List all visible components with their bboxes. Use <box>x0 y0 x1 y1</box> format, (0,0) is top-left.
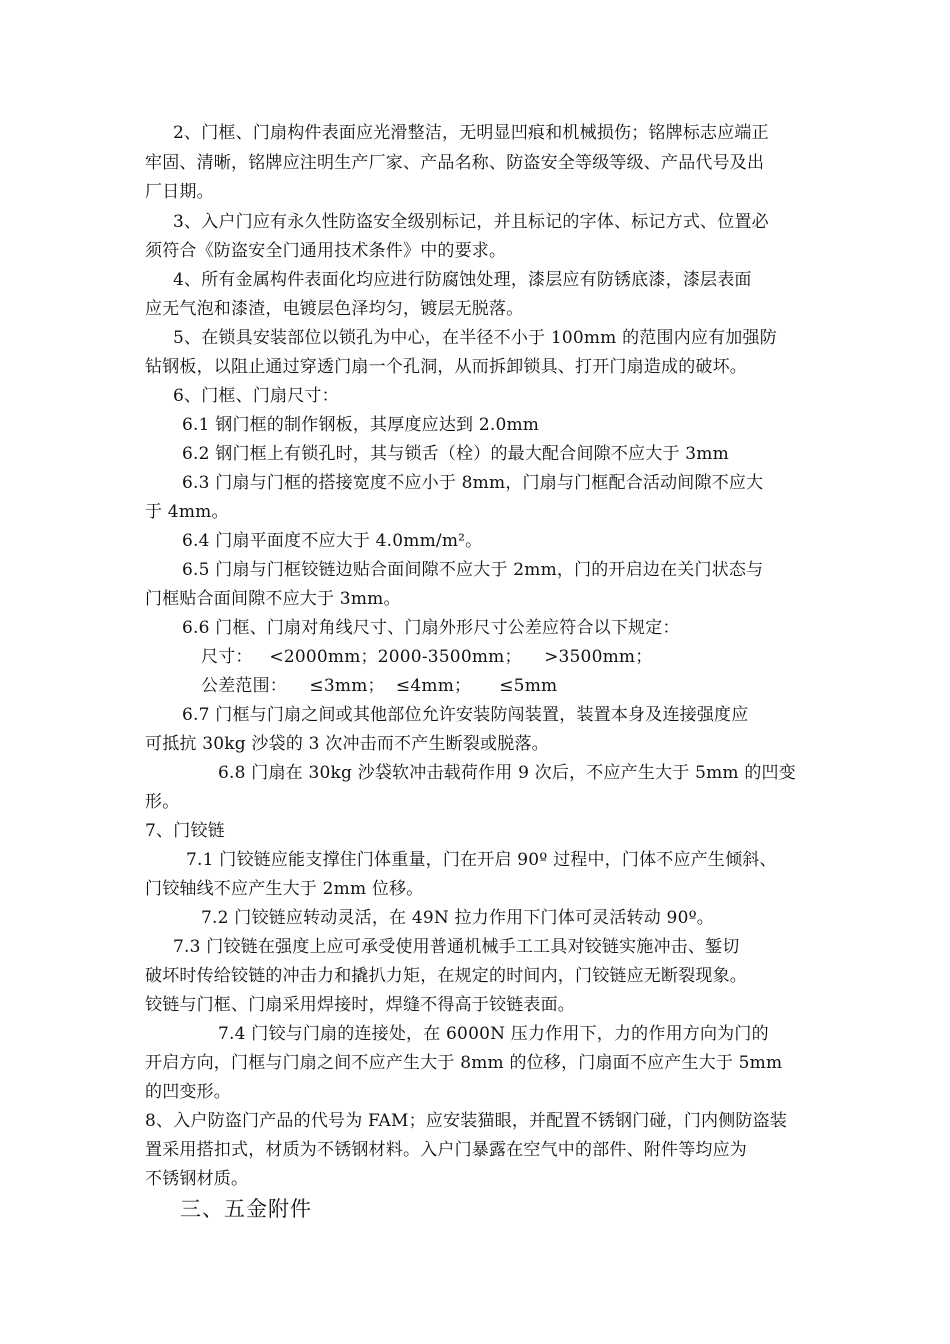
paragraph-line: 7.1 门铰链应能支撑住门体重量，门在开启 90º 过程中，门体不应产生倾斜、 <box>186 850 777 870</box>
paragraph-line: 钻钢板，以阻止通过穿透门扇一个孔洞，从而拆卸锁具、打开门扇造成的破坏。 <box>145 357 747 377</box>
paragraph-line: 6.1 钢门框的制作钢板，其厚度应达到 2.0mm <box>182 415 540 435</box>
paragraph-line: 5、在锁具安装部位以锁孔为中心，在半径不小于 100mm 的范围内应有加强防 <box>173 328 777 348</box>
tolerance-sizes: 尺寸： <2000mm；2000-3500mm； >3500mm； <box>201 647 653 667</box>
paragraph-line: 6.4 门扇平面度不应大于 4.0mm/m²。 <box>182 531 483 551</box>
paragraph-line: 应无气泡和漆渣，电镀层色泽均匀，镀层无脱落。 <box>145 299 524 319</box>
paragraph-line: 2、门框、门扇构件表面应光滑整洁，无明显凹痕和机械损伤；铭牌标志应端正 <box>173 123 769 143</box>
paragraph-line: 门铰轴线不应产生大于 2mm 位移。 <box>145 879 424 899</box>
paragraph-line: 牢固、清晰，铭牌应注明生产厂家、产品名称、防盗安全等级等级、产品代号及出 <box>145 153 765 173</box>
paragraph-line: 4、所有金属构件表面化均应进行防腐蚀处理，漆层应有防锈底漆，漆层表面 <box>173 270 752 290</box>
paragraph-line: 不锈钢材质。 <box>145 1169 249 1189</box>
paragraph-line: 开启方向，门框与门扇之间不应产生大于 8mm 的位移，门扇面不应产生大于 5mm <box>145 1053 783 1073</box>
paragraph-line: 6、门框、门扇尺寸： <box>173 386 339 406</box>
paragraph-line: 铰链与门框、门扇采用焊接时，焊缝不得高于铰链表面。 <box>145 995 575 1015</box>
paragraph-line: 6.2 钢门框上有锁孔时，其与锁舌（栓）的最大配合间隙不应大于 3mm <box>182 444 729 464</box>
paragraph-line: 可抵抗 30kg 沙袋的 3 次冲击而不产生断裂或脱落。 <box>145 734 549 754</box>
paragraph-line: 8、入户防盗门产品的代号为 FAM；应安装猫眼，并配置不锈钢门碰，门内侧防盗装 <box>145 1111 788 1131</box>
paragraph-line: 6.6 门框、门扇对角线尺寸、门扇外形尺寸公差应符合以下规定： <box>182 618 680 638</box>
paragraph-line: 门框贴合面间隙不应大于 3mm。 <box>145 589 401 609</box>
paragraph-line: 破坏时传给铰链的冲击力和撬扒力矩，在规定的时间内，门铰链应无断裂现象。 <box>145 966 747 986</box>
paragraph-line: 7.4 门铰与门扇的连接处，在 6000N 压力作用下，力的作用方向为门的 <box>218 1024 769 1044</box>
paragraph-line: 7.2 门铰链应转动灵活，在 49N 拉力作用下门体可灵活转动 90º。 <box>201 908 714 928</box>
paragraph-line: 6.8 门扇在 30kg 沙袋软冲击载荷作用 9 次后，不应产生大于 5mm 的凹变 <box>218 763 796 783</box>
tolerance-ranges: 公差范围： ≤3mm； ≤4mm； ≤5mm <box>201 676 558 696</box>
paragraph-line: 6.3 门扇与门框的搭接宽度不应小于 8mm，门扇与门框配合活动间隙不应大 <box>182 473 764 493</box>
paragraph-line: 须符合《防盗安全门通用技术条件》中的要求。 <box>145 241 507 261</box>
section-title: 7、门铰链 <box>145 821 225 841</box>
paragraph-line: 置采用搭扣式，材质为不锈钢材料。入户门暴露在空气中的部件、附件等均应为 <box>145 1140 747 1160</box>
paragraph-line: 6.5 门扇与门框铰链边贴合面间隙不应大于 2mm，门的开启边在关门状态与 <box>182 560 764 580</box>
paragraph-line: 的凹变形。 <box>145 1082 231 1102</box>
paragraph-line: 3、入户门应有永久性防盗安全级别标记，并且标记的字体、标记方式、位置必 <box>173 212 769 232</box>
section-heading: 三、五金附件 <box>180 1197 312 1221</box>
paragraph-line: 于 4mm。 <box>145 502 229 522</box>
paragraph-line: 形。 <box>145 792 180 812</box>
paragraph-line: 7.3 门铰链在强度上应可承受使用普通机械手工工具对铰链实施冲击、錾切 <box>173 937 740 957</box>
paragraph-line: 6.7 门框与门扇之间或其他部位允许安装防闯装置，装置本身及连接强度应 <box>182 705 749 725</box>
paragraph-line: 厂日期。 <box>145 182 214 202</box>
